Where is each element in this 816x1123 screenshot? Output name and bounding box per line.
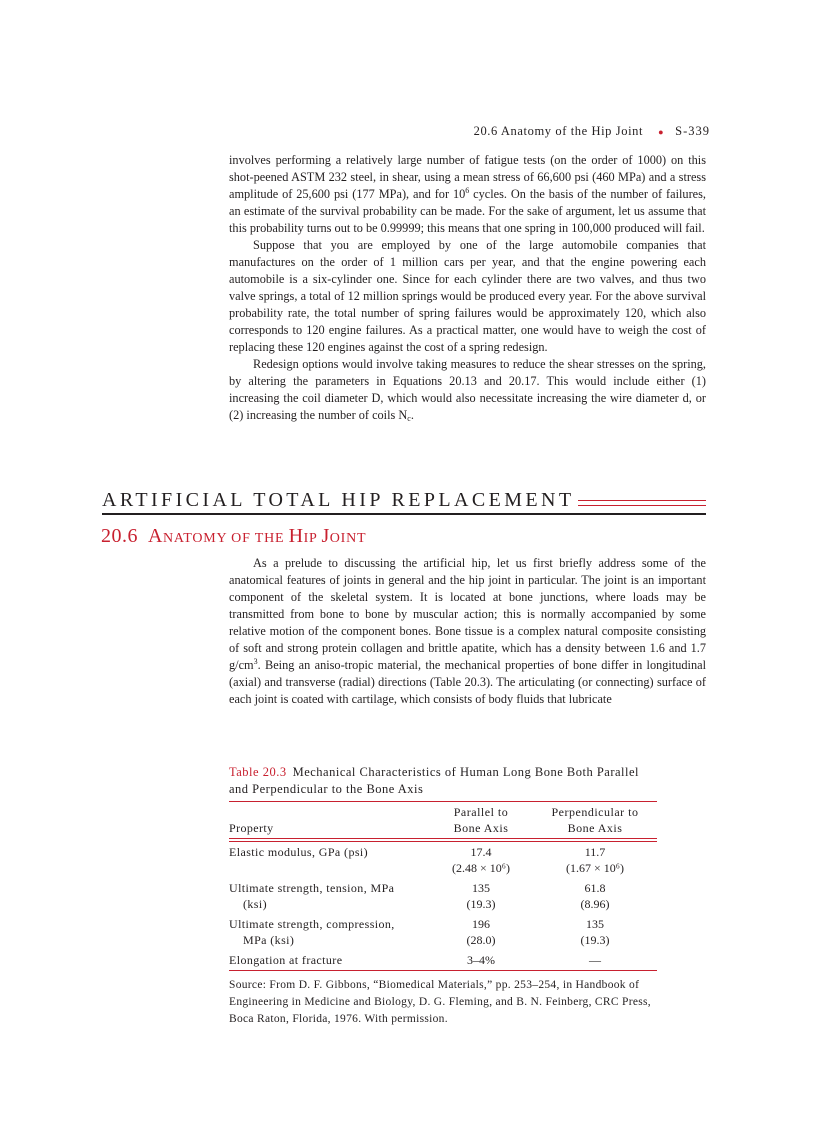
properties-table <box>229 802 657 836</box>
intro-paragraph-3: Redesign options would involve taking measures to reduce the shear stresses on the spring, by altering the parameters in Equations 20.13 and 20.17. This would include either (1) increasing the coil diameter D, which would also necessitate increasing the wire diameter d, or (2) increasing the number of coils $N_c$. <box>229 357 706 423</box>
table-header-row <box>229 802 657 836</box>
table-row <box>229 948 657 968</box>
section-heading <box>101 525 366 548</box>
section-title-part: IP <box>303 531 322 546</box>
table-source: Source: From D. F. Gibbons, “Biomedical Materials,” pp. 253–254, in Handbook of Engineering in Medicine and Biology, D. G. Fleming, and B. N. Feinberg, CRC Press, Boca Raton, Florida, 1976. With permission. <box>229 979 651 1025</box>
table-20-3 <box>229 764 657 1028</box>
table-caption: Table 20.3 Mechanical Characteristics of Human Long Bone Both Parallel and Perpendicular to the Bone Axis <box>229 765 640 796</box>
running-header <box>474 124 710 139</box>
header-property: Property <box>229 821 274 835</box>
properties-table-body <box>229 842 657 968</box>
table-cell: 11.7 (1.67 × 10⁶) <box>566 845 624 875</box>
header-parallel: Parallel to Bone Axis <box>453 805 509 835</box>
table-label: Table 20.3 <box>229 765 287 779</box>
running-title: 20.6 Anatomy of the Hip Joint <box>473 124 644 138</box>
table-cell: 135 (19.3) <box>466 881 496 911</box>
table-row <box>229 912 657 948</box>
header-perpendicular: Perpendicular to Bone Axis <box>551 805 639 835</box>
table-cell: 61.8 (8.96) <box>580 881 610 911</box>
table-cell: 17.4 (2.48 × 10⁶) <box>452 845 510 875</box>
table-cell: — <box>589 953 601 967</box>
table-cell: Elastic modulus, GPa (psi) <box>229 845 369 859</box>
banner-underline <box>102 513 706 515</box>
section-number: 20.6 <box>101 525 138 547</box>
page-number: S-339 <box>675 124 710 138</box>
table-row <box>229 842 657 876</box>
section-title <box>148 525 366 547</box>
part-banner <box>102 489 706 517</box>
table-bottom-rule <box>229 970 657 971</box>
section-title-part: J <box>321 525 330 547</box>
section-title-part: OINT <box>329 531 367 546</box>
table-cell: 196 (28.0) <box>466 917 496 947</box>
bullet-icon: ● <box>658 126 665 137</box>
intro-text <box>229 152 706 424</box>
section-text <box>229 555 706 708</box>
table-cell: 135 (19.3) <box>580 917 610 947</box>
section-title-part: NATOMY OF THE <box>162 531 289 546</box>
section-paragraph: As a prelude to discussing the artificial hip, let us first briefly address some of the anatomical features of joints in general and the hip joint in particular. The joint is an important component of the skeletal system. It is located at bone junctions, where loads may be transmitted from bone to bone by muscular action; this is normally accompanied by some relative motion of the component bones. Bone tissue is a complex natural composite consisting of soft and strong protein collagen and brittle apatite, which has a density between 1.6 and 1.7 $g/cm^3$. Being an aniso-tropic material, the mechanical properties of bone differ in longitudinal (axial) and transverse (radial) directions (Table 20.3). The articulating (or connecting) surface of each joint is coated with cartilage, which consists of body fluids that lubricate <box>229 556 706 706</box>
intro-paragraph-1: involves performing a relatively large number of fatigue tests (on the order of 1000) on this shot-peened ASTM 232 steel, in shear, using a mean stress of 66,600 psi (460 MPa) and a stress amplitude of 25,600 psi (177 MPa), and for $10^6$ cycles. On the basis of the number of failures, an estimate of the survival probability can be made. For the sake of argument, let us assume that this probability turns out to be 0.99999; this means that one spring in 100,000 produced will fail. <box>229 153 706 235</box>
section-title-part: H <box>288 525 304 547</box>
intro-paragraph-2: Suppose that you are employed by one of the large automobile companies that manufactures on the order of 1 million cars per year, and that the engine powering each automobile is a six-cylinder one. Since for each cylinder there are two valves, and thus two valve springs, a total of 12 million springs would be produced every year. For the above survival probability rate, the total number of spring failures would be approximately 120, which also corresponds to 120 engine failures. As a practical matter, one would have to weigh the cost of replacing these 120 engines against the cost of a spring redesign. <box>229 238 706 354</box>
table-cell: Ultimate strength, compression, MPa (ksi) <box>229 917 395 947</box>
banner-title: ARTIFICIAL TOTAL HIP REPLACEMENT <box>102 489 578 512</box>
section-title-part: A <box>148 525 163 547</box>
table-cell: Elongation at fracture <box>229 953 343 967</box>
table-cell: 3–4% <box>467 953 495 967</box>
table-row <box>229 876 657 912</box>
table-cell: Ultimate strength, tension, MPa (ksi) <box>229 881 395 911</box>
